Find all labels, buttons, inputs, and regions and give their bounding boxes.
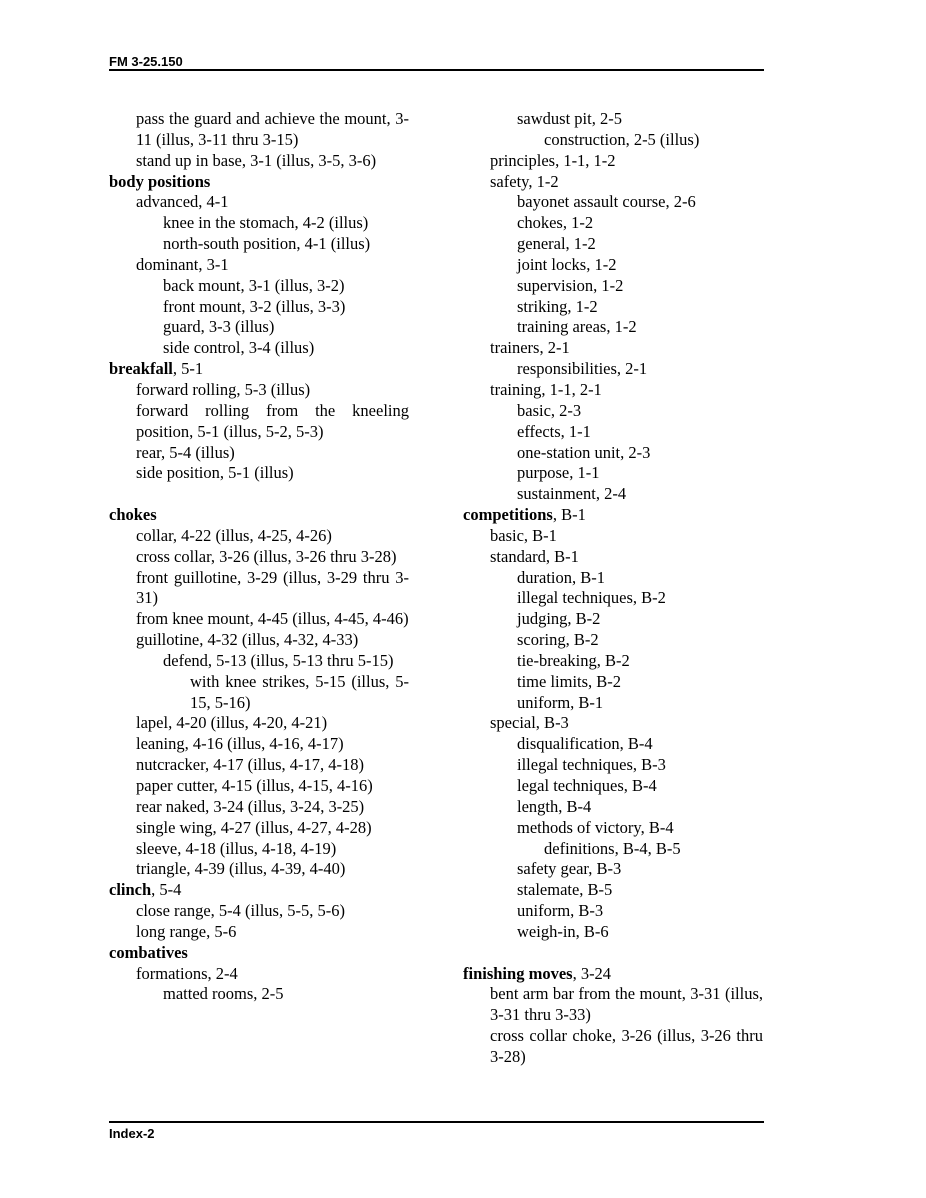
index-subentry	[109, 964, 409, 985]
index-entry-text: disqualification, B-4	[517, 734, 653, 754]
index-entry-text: stand up in base, 3-1 (illus, 3-5, 3-6)	[136, 150, 377, 170]
index-subentry	[109, 276, 409, 297]
index-subentry	[109, 213, 409, 234]
index-subentry	[109, 297, 409, 318]
index-subentry	[463, 609, 763, 630]
index-entry-text: , B-1	[552, 505, 586, 525]
index-subentry	[109, 734, 409, 755]
index-entry-text: bayonet assault course, 2-6	[517, 192, 696, 212]
index-subentry	[463, 839, 763, 860]
index-subentry	[109, 109, 409, 151]
index-subentry	[463, 213, 763, 234]
index-entry-text: side control, 3-4 (illus)	[163, 338, 315, 358]
index-entry-text: lapel, 4-20 (illus, 4-20, 4-21)	[136, 713, 328, 733]
index-subentry	[463, 255, 763, 276]
index-subentry	[463, 734, 763, 755]
index-entry-text: joint locks, 1-2	[517, 254, 617, 274]
index-entry-text: sleeve, 4-18 (illus, 4-18, 4-19)	[136, 838, 337, 858]
index-subentry	[463, 526, 763, 547]
index-subentry	[463, 380, 763, 401]
index-entry-text: dominant, 3-1	[136, 254, 229, 274]
index-subentry	[463, 651, 763, 672]
index-entry-text: safety gear, B-3	[517, 859, 622, 879]
index-entry-text: tie-breaking, B-2	[517, 650, 630, 670]
index-entry-text: judging, B-2	[517, 609, 601, 629]
index-subentry	[109, 192, 409, 213]
index-subentry	[109, 317, 409, 338]
index-entry-text: uniform, B-3	[517, 901, 604, 921]
index-heading-term: competitions	[463, 505, 553, 525]
index-subentry	[463, 422, 763, 443]
index-subentry	[463, 130, 763, 151]
index-column-right	[463, 109, 763, 1068]
index-entry-text: front mount, 3-2 (illus, 3-3)	[163, 296, 346, 316]
index-entry-text: side position, 5-1 (illus)	[136, 463, 294, 483]
index-entry-text: triangle, 4-39 (illus, 4-39, 4-40)	[136, 859, 346, 879]
index-entry-text: trainers, 2-1	[490, 338, 570, 358]
index-entry-text: close range, 5-4 (illus, 5-5, 5-6)	[136, 901, 345, 921]
index-entry-text: , 3-24	[572, 963, 612, 983]
index-entry-text: length, B-4	[517, 796, 592, 816]
index-subentry	[463, 922, 763, 943]
index-entry-text: scoring, B-2	[517, 630, 599, 650]
index-entry-text: illegal techniques, B-2	[517, 588, 666, 608]
index-subentry	[109, 526, 409, 547]
index-entry-text: stalemate, B-5	[517, 880, 613, 900]
index-heading-term: breakfall	[109, 359, 173, 379]
index-entry-text: nutcracker, 4-17 (illus, 4-17, 4-18)	[136, 755, 364, 775]
index-entry-text: basic, B-1	[490, 525, 557, 545]
index-subentry	[463, 755, 763, 776]
index-entry-text: methods of victory, B-4	[517, 817, 674, 837]
index-subentry	[463, 234, 763, 255]
index-subentry	[463, 317, 763, 338]
index-subentry	[463, 359, 763, 380]
index-subentry	[463, 901, 763, 922]
index-heading	[463, 505, 763, 526]
index-entry-text: defend, 5-13 (illus, 5-13 thru 5-15)	[163, 650, 394, 670]
index-heading	[109, 172, 409, 193]
index-subentry	[109, 901, 409, 922]
index-entry-text: cross collar, 3-26 (illus, 3-26 thru 3-28)	[136, 546, 397, 566]
index-entry-text: responsibilities, 2-1	[517, 359, 648, 379]
index-subentry	[463, 713, 763, 734]
index-entry-text: chokes, 1-2	[517, 213, 594, 233]
index-subentry	[109, 568, 409, 610]
index-entry-text: sustainment, 2-4	[517, 484, 627, 504]
index-entry-text: long range, 5-6	[136, 921, 237, 941]
footer-rule	[109, 1121, 764, 1123]
index-entry-text: matted rooms, 2-5	[163, 984, 284, 1004]
index-subentry	[109, 401, 409, 443]
index-subentry	[463, 401, 763, 422]
index-entry-text: formations, 2-4	[136, 963, 238, 983]
index-heading	[109, 505, 409, 526]
index-subentry	[463, 297, 763, 318]
index-entry-text: definitions, B-4, B-5	[544, 838, 681, 858]
index-subentry	[109, 672, 409, 714]
index-entry-text: forward rolling, 5-3 (illus)	[136, 379, 311, 399]
index-subentry	[463, 880, 763, 901]
index-entry-text: from knee mount, 4-45 (illus, 4-45, 4-46)	[136, 609, 409, 629]
index-subentry	[463, 463, 763, 484]
index-entry-text: legal techniques, B-4	[517, 776, 657, 795]
index-subentry	[109, 255, 409, 276]
index-entry-text: special, B-3	[490, 713, 569, 733]
index-entry-text: general, 1-2	[517, 234, 596, 254]
header-rule	[109, 69, 764, 71]
index-heading-term: body positions	[109, 171, 211, 191]
index-subentry	[463, 984, 763, 1026]
index-subentry	[109, 839, 409, 860]
index-entry-text: principles, 1-1, 1-2	[490, 150, 616, 170]
index-subentry	[463, 547, 763, 568]
index-entry-text: weigh-in, B-6	[517, 921, 609, 941]
index-subentry	[463, 588, 763, 609]
index-heading-term: clinch	[109, 880, 152, 900]
index-entry-text: leaning, 4-16 (illus, 4-16, 4-17)	[136, 734, 344, 754]
index-subentry	[109, 630, 409, 651]
index-subentry	[463, 1026, 763, 1068]
index-entry-text: time limits, B-2	[517, 671, 622, 691]
index-subentry	[109, 651, 409, 672]
index-entry-text: bent arm bar from the mount, 3-31 (illus, 3-31 thru 3-33)	[490, 984, 763, 1025]
index-subentry	[463, 859, 763, 880]
index-entry-text: purpose, 1-1	[517, 463, 600, 483]
index-subentry	[463, 338, 763, 359]
index-subentry	[109, 984, 409, 1005]
index-heading	[109, 880, 409, 901]
index-entry-text: training areas, 1-2	[517, 317, 637, 337]
index-subentry	[109, 713, 409, 734]
index-subentry	[463, 109, 763, 130]
index-heading-term: chokes	[109, 505, 157, 525]
index-entry-text: advanced, 4-1	[136, 192, 229, 212]
index-subentry	[109, 859, 409, 880]
index-entry-text: effects, 1-1	[517, 421, 591, 441]
index-subentry	[109, 151, 409, 172]
index-entry-text: supervision, 1-2	[517, 275, 624, 295]
index-entry-text: single wing, 4-27 (illus, 4-27, 4-28)	[136, 817, 372, 837]
index-subentry	[109, 755, 409, 776]
index-subentry	[109, 443, 409, 464]
index-entry-text: with knee strikes, 5-15 (illus, 5-15, 5-16)	[190, 671, 409, 712]
index-heading	[109, 943, 409, 964]
index-subentry	[463, 151, 763, 172]
index-entry-text: collar, 4-22 (illus, 4-25, 4-26)	[136, 525, 332, 545]
index-entry-text: cross collar choke, 3-26 (illus, 3-26 thru 3-28)	[490, 1026, 763, 1066]
index-subentry	[463, 192, 763, 213]
index-entry-text: construction, 2-5 (illus)	[544, 129, 700, 149]
index-heading	[463, 964, 763, 985]
running-header: FM 3-25.150	[109, 54, 183, 69]
index-entry-text: one-station unit, 2-3	[517, 442, 651, 462]
index-subentry	[109, 463, 409, 484]
index-subentry	[463, 776, 763, 797]
index-entry-text: basic, 2-3	[517, 400, 582, 420]
index-subentry	[109, 922, 409, 943]
index-entry-text: paper cutter, 4-15 (illus, 4-15, 4-16)	[136, 776, 373, 795]
index-subentry	[109, 797, 409, 818]
spacer	[463, 943, 763, 964]
index-entry-text: guard, 3-3 (illus)	[163, 317, 275, 337]
index-entry-text: pass the guard and achieve the mount, 3-11 (illus, 3-11 thru 3-15)	[136, 109, 409, 149]
index-entry-text: back mount, 3-1 (illus, 3-2)	[163, 275, 345, 295]
index-entry-text: uniform, B-1	[517, 692, 604, 712]
index-entry-text: sawdust pit, 2-5	[517, 109, 622, 128]
index-subentry	[463, 818, 763, 839]
index-entry-text: safety, 1-2	[490, 171, 559, 191]
index-entry-text: striking, 1-2	[517, 296, 598, 316]
index-entry-text: , 5-1	[172, 359, 204, 379]
index-subentry	[463, 276, 763, 297]
index-heading-term: finishing moves	[463, 963, 573, 983]
index-heading	[109, 359, 409, 380]
index-subentry	[463, 172, 763, 193]
index-subentry	[463, 630, 763, 651]
index-subentry	[109, 547, 409, 568]
page-number: Index-2	[109, 1126, 155, 1141]
index-entry-text: guillotine, 4-32 (illus, 4-32, 4-33)	[136, 630, 359, 650]
index-subentry	[109, 609, 409, 630]
spacer	[109, 484, 409, 505]
index-subentry	[463, 568, 763, 589]
index-subentry	[463, 484, 763, 505]
index-subentry	[109, 380, 409, 401]
index-subentry	[463, 672, 763, 693]
index-subentry	[463, 693, 763, 714]
index-entry-text: rear naked, 3-24 (illus, 3-24, 3-25)	[136, 796, 365, 816]
index-heading-term: combatives	[109, 942, 188, 962]
index-entry-text: illegal techniques, B-3	[517, 755, 666, 775]
index-subentry	[109, 338, 409, 359]
index-column-left	[109, 109, 409, 1005]
index-entry-text: duration, B-1	[517, 567, 605, 587]
index-entry-text: knee in the stomach, 4-2 (illus)	[163, 213, 369, 233]
index-subentry	[463, 443, 763, 464]
index-entry-text: rear, 5-4 (illus)	[136, 442, 235, 462]
index-entry-text: standard, B-1	[490, 546, 579, 566]
index-entry-text: north-south position, 4-1 (illus)	[163, 234, 371, 254]
index-subentry	[109, 234, 409, 255]
index-entry-text: forward rolling from the kneeling position, 5-1 (illus, 5-2, 5-3)	[136, 400, 409, 441]
index-subentry	[463, 797, 763, 818]
index-subentry	[109, 776, 409, 797]
index-subentry	[109, 818, 409, 839]
index-entry-text: training, 1-1, 2-1	[490, 379, 602, 399]
index-entry-text: , 5-4	[151, 880, 182, 900]
index-entry-text: front guillotine, 3-29 (illus, 3-29 thru 3-31)	[136, 567, 409, 608]
